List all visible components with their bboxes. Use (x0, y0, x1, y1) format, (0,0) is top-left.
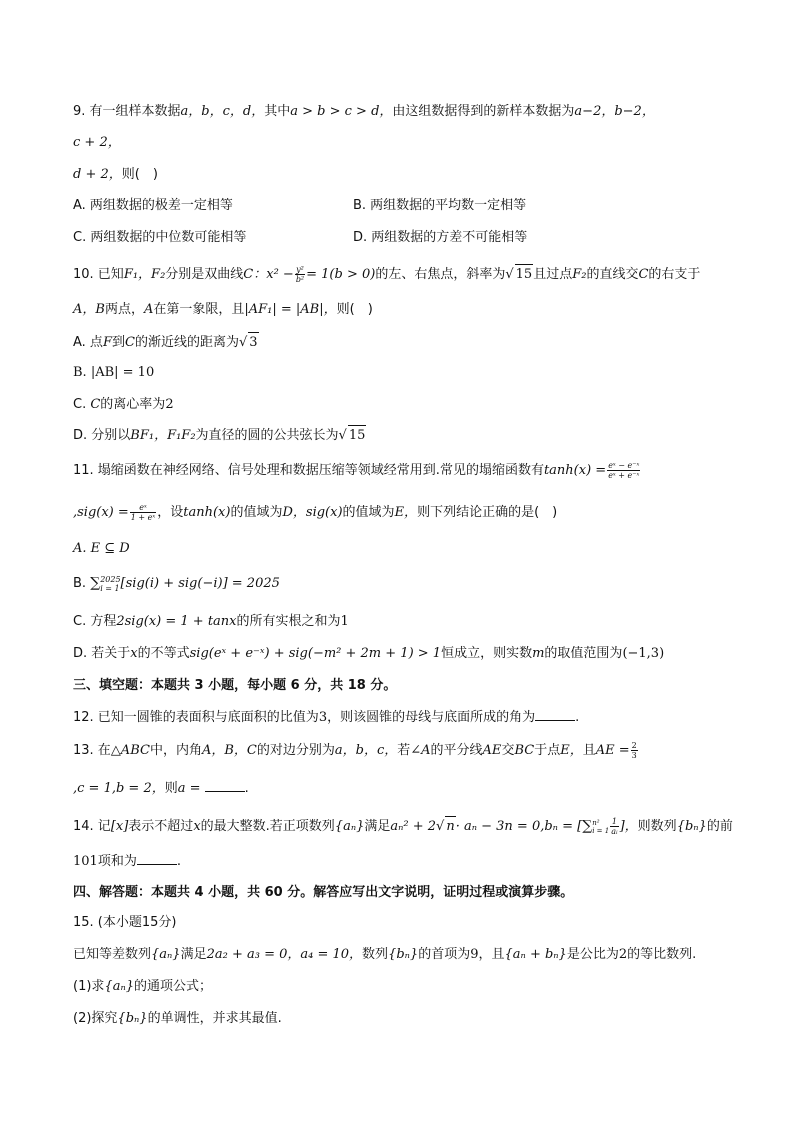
q9-vars: a，b，c，d， (180, 104, 265, 119)
q10-optD-text: 为直径的圆的公共弦长为 (195, 428, 339, 443)
q15-header: 15. (本小题15分) (73, 915, 177, 930)
q9-option-c: C. 两组数据的中位数可能相等 (73, 230, 247, 245)
q15-p1-text: (1)求 (73, 979, 105, 994)
q14-sum-sup: n² (592, 818, 600, 827)
q10-line1: 10. 已知F₁，F₂分别是双曲线C：x² − $\frac{\text{y²}}{\text{b²}}$ = 1(b > 0)的左、右焦点，斜率为√ 15且过点F₂的直线交C的右支于 (73, 265, 701, 284)
q9-line3 (73, 165, 158, 185)
q11-optD-text: 的取值范围为 (544, 646, 623, 661)
q11-sig-den: 1 + eˣ (130, 513, 156, 522)
q11-option-a: A. E ⊆ D (73, 541, 130, 556)
q13-end: . (244, 781, 249, 796)
q10-optD-segments: BF₁，F₁F₂ (130, 428, 196, 443)
q13-text: 交 (501, 743, 515, 758)
q10-text: 的直线交 (586, 267, 639, 282)
q13-bc: BC (514, 743, 535, 758)
q9-line1 (73, 102, 655, 122)
q14-count: 101 (73, 854, 98, 869)
q10-frac-num: y² (296, 265, 304, 274)
q13-e: E， (560, 743, 583, 758)
q11-optD-text: 的不等式 (137, 646, 190, 661)
q10-option-c (73, 395, 174, 415)
q15-text: 的首项为 (418, 947, 471, 962)
q15-eq: 2a₂ + a₃ = 0，a₄ = 10， (206, 947, 363, 962)
q15-text: 满足 (180, 947, 207, 962)
q15-text: 且 (491, 947, 505, 962)
q15-text: 是公比为 (566, 947, 619, 962)
q10-fraction (295, 265, 305, 284)
q10-option-a: A. 点F到C的渐近线的距离为√ 3 (73, 332, 259, 353)
q15-stem: 已知等差数列 (73, 947, 152, 962)
q14-text: 满足 (364, 819, 391, 834)
q9-condition: a > b > c > d， (290, 104, 393, 119)
q14-text: 表示不超过 (128, 819, 194, 834)
q10-hyperbola-tail: = 1(b > 0) (306, 267, 376, 282)
q9-math: d + 2， (73, 167, 122, 182)
q11-optB-text: B. (73, 576, 91, 591)
q10-slope: 15 (515, 264, 534, 285)
q12-answer-blank (535, 708, 575, 721)
q11-optB-sub: i = 1 (100, 583, 120, 593)
q10-optC-text: C. (73, 397, 91, 412)
q11-tanh: tanh(x) = (543, 463, 607, 478)
q10-optD-sqrt: 15 (348, 425, 367, 446)
q11-option-b (73, 573, 280, 594)
q14-answer-blank (137, 852, 177, 865)
q13-a-eq: a = (177, 781, 201, 796)
q13-frac-num: 2 (631, 741, 637, 750)
q14-eq: · aₙ − 3n = 0,bₙ = [ (455, 819, 583, 834)
q9-option-d: D. 两组数据的方差不可能相等 (353, 230, 528, 245)
q11-optC-eq: 2sig(x) = 1 + tanx (116, 614, 237, 629)
q14-fraction (610, 817, 618, 836)
q11-optB-sum: ∑ (90, 575, 101, 591)
q11-sig: ,sig(x) = (73, 505, 129, 520)
q13-line2 (73, 779, 249, 799)
q13-sides: a，b，c， (334, 743, 398, 758)
q11-optB-sup: 2025 (100, 574, 121, 584)
q15-part1 (73, 977, 212, 997)
q11-optD-m: m (532, 646, 545, 661)
q10-text: 的左、右焦点，斜率为 (375, 267, 506, 282)
q13-given: ,c = 1,b = 2， (73, 781, 165, 796)
q13-answer-blank (205, 779, 245, 792)
q10-f2: F₂ (572, 267, 587, 282)
q15-p1-text: 的通项公式； (133, 979, 212, 994)
q11-line2 (73, 503, 557, 523)
q10-optA-text: A. 点 (73, 335, 103, 350)
q12-stem: 12. 已知一圆锥的表面积与底面积的比值为 (73, 710, 319, 725)
q11-math: D，sig(x) (282, 505, 343, 520)
q11-optC-val: 1 (340, 614, 349, 629)
q11-tanh-num: eˣ − e⁻ˣ (608, 461, 640, 470)
q10-line2 (73, 300, 373, 320)
section-3-heading: 三、填空题：本题共 3 小题，每小题 6 分，共 18 分。 (73, 678, 397, 693)
q9-option-a: A. 两组数据的极差一定相等 (73, 198, 233, 213)
q14-stem: 14. 记 (73, 819, 111, 834)
q11-sig-fraction (130, 503, 156, 522)
q14-text: 项和为 (97, 854, 137, 869)
q13-text: 于点 (534, 743, 561, 758)
q14-line1: 14. 记[x]表示不超过x的最大整数.若正项数列{aₙ}满足aₙ² + 2√ n· aₙ − 3n = 0,bₙ = [∑ n² i = 1 $\frac{1}{\text{aᵢ}}$ ]，则数列{bₙ}的前 (73, 817, 733, 836)
q10-text: 且过点 (533, 267, 573, 282)
q15-an: {aₙ} (151, 947, 181, 962)
q13-triangle: △ABC (110, 743, 150, 758)
q10-stem: 10. 已知 (73, 267, 124, 282)
q14-sum: ∑ (582, 818, 593, 834)
q13-fraction (631, 741, 638, 760)
q10-optC-text: 的离心率为 (100, 397, 166, 412)
q15-bn: {bₙ} (388, 947, 419, 962)
q9-ask: 则( ) (121, 167, 158, 182)
q10-optA-text: 的渐近线的距离为 (134, 335, 239, 350)
q9-text: 由这组数据得到的新样本数据为 (392, 104, 575, 119)
q13-stem: 13. 在 (73, 743, 111, 758)
q13-text: 的对边分别为 (256, 743, 335, 758)
q15-p2-bn: {bₙ} (117, 1011, 148, 1026)
q13-text: 的平分线 (430, 743, 483, 758)
q10-text: 在第一象限，且 (153, 302, 245, 317)
q10-frac-den: b² (295, 275, 305, 284)
q12-end: . (575, 710, 580, 725)
q15-p1-an: {aₙ} (104, 979, 134, 994)
q14-eq: ]， (619, 819, 638, 834)
q13-text: 中，内角 (149, 743, 202, 758)
q15-p2-text: (2)探究 (73, 1011, 118, 1026)
q11-sig-num: eˣ (130, 503, 156, 513)
q13-text: 且 (582, 743, 596, 758)
q11-text: ，设 (157, 505, 184, 520)
q11-math: tanh(x) (183, 505, 231, 520)
q15-p2-text: 的单调性，并求其最值. (147, 1011, 282, 1026)
q11-text: 的值域为 (230, 505, 283, 520)
q9-new-data: a−2，b−2， (574, 104, 655, 119)
q13-angles: A，B，C (201, 743, 257, 758)
q12-val: 3 (318, 710, 328, 725)
q10-optD-text: D. 分别以 (73, 428, 131, 443)
q10-optC-val: 2 (165, 397, 174, 412)
q13-line1 (73, 741, 639, 761)
q12-text: ，则该圆锥的母线与底面所成的角为 (327, 710, 536, 725)
q10-a: A (143, 302, 154, 317)
q14-frac-den: aᵢ (611, 827, 618, 836)
q14-sqrt: n (445, 816, 455, 837)
q13-angle: ∠A (410, 743, 431, 758)
q10-points: A，B (73, 302, 105, 317)
q15-part2 (73, 1009, 282, 1029)
q13-ae-eq: AE = (595, 743, 630, 758)
q10-optA-text: 到 (111, 335, 125, 350)
q11-optD-range: (−1,3) (622, 646, 665, 661)
q11-tanh-den: eˣ + e⁻ˣ (608, 471, 640, 480)
q10-equality: |AF₁| = |AB|， (244, 302, 337, 317)
q14-an: {aₙ} (334, 819, 365, 834)
q13-text: 若 (397, 743, 411, 758)
q10-option-b: B. |AB| = 10 (73, 365, 155, 380)
q9-text: 其中 (264, 104, 291, 119)
q10-optC-c: C (90, 397, 101, 412)
q14-text: 的前 (706, 819, 733, 834)
q10-optA-sqrt: 3 (248, 332, 258, 353)
q11-line1 (73, 461, 641, 481)
q11-optD-text: 恒成立，则实数 (441, 646, 533, 661)
q9-stem: 9. 有一组样本数据 (73, 104, 181, 119)
q13-ae: AE (482, 743, 502, 758)
q15-text: 数列 (362, 947, 389, 962)
q9-option-b: B. 两组数据的平均数一定相等 (353, 198, 527, 213)
q11-optC-text: 的所有实根之和为 (236, 614, 341, 629)
q10-text: 的右支于 (648, 267, 701, 282)
q11-optD-ineq: sig(eˣ + e⁻ˣ) + sig(−m² + 2m + 1) > 1 (189, 646, 442, 661)
q14-line2 (73, 852, 181, 872)
q11-option-d (73, 644, 664, 664)
q14-text: 的最大整数.若正项数列 (200, 819, 335, 834)
q10-optA-f: F (102, 335, 112, 350)
q14-bn: {bₙ} (676, 819, 707, 834)
q15-line1 (73, 945, 696, 965)
q10-text: 分别是双曲线 (165, 267, 244, 282)
q14-end: . (176, 854, 181, 869)
q10-ask: 则( ) (336, 302, 373, 317)
q11-math: E， (394, 505, 418, 520)
q14-frac-num: 1 (611, 817, 617, 826)
q14-floor: [x] (110, 819, 129, 834)
q9-line2: c + 2， (73, 135, 121, 150)
q11-stem: 11. 塌缩函数在神经网络、信号处理和数据压缩等领域经常用到.常见的塌缩函数有 (73, 463, 544, 478)
q12-line (73, 708, 579, 728)
q13-frac-den: 3 (631, 751, 637, 760)
q10-foci: F₁，F₂ (123, 267, 166, 282)
q11-text: 的值域为 (342, 505, 395, 520)
q15-val9: 9， (470, 947, 492, 962)
q10-text: 两点， (104, 302, 144, 317)
q11-optB-expr: [sig(i) + sig(−i)] = 2025 (120, 576, 280, 591)
q11-optD-text: D. 若关于 (73, 646, 131, 661)
q14-text: 则数列 (637, 819, 677, 834)
q15-anbn: {aₙ + bₙ} (504, 947, 567, 962)
q15-text: 的等比数列. (627, 947, 697, 962)
q14-x: x (193, 819, 201, 834)
q13-text: 则 (164, 781, 178, 796)
q11-optD-x: x (130, 646, 138, 661)
q10-hyperbola: C：x² − (243, 267, 294, 282)
q14-sum-sub: i = 1 (592, 826, 610, 835)
q10-c: C (638, 267, 649, 282)
section-4-heading: 四、解答题：本题共 4 小题，共 60 分。解答应写出文字说明，证明过程或演算步骤。 (73, 885, 574, 900)
q11-ask: 则下列结论正确的是( ) (417, 505, 558, 520)
q11-optC-text: C. 方程 (73, 614, 117, 629)
q14-eq: aₙ² + 2 (390, 819, 437, 834)
q11-tanh-fraction (607, 461, 640, 480)
q10-optA-c: C (124, 335, 135, 350)
q15-val2: 2 (618, 947, 628, 962)
q10-option-d: D. 分别以BF₁，F₁F₂为直径的圆的公共弦长为√ 15 (73, 425, 366, 446)
q11-option-c (73, 612, 349, 632)
